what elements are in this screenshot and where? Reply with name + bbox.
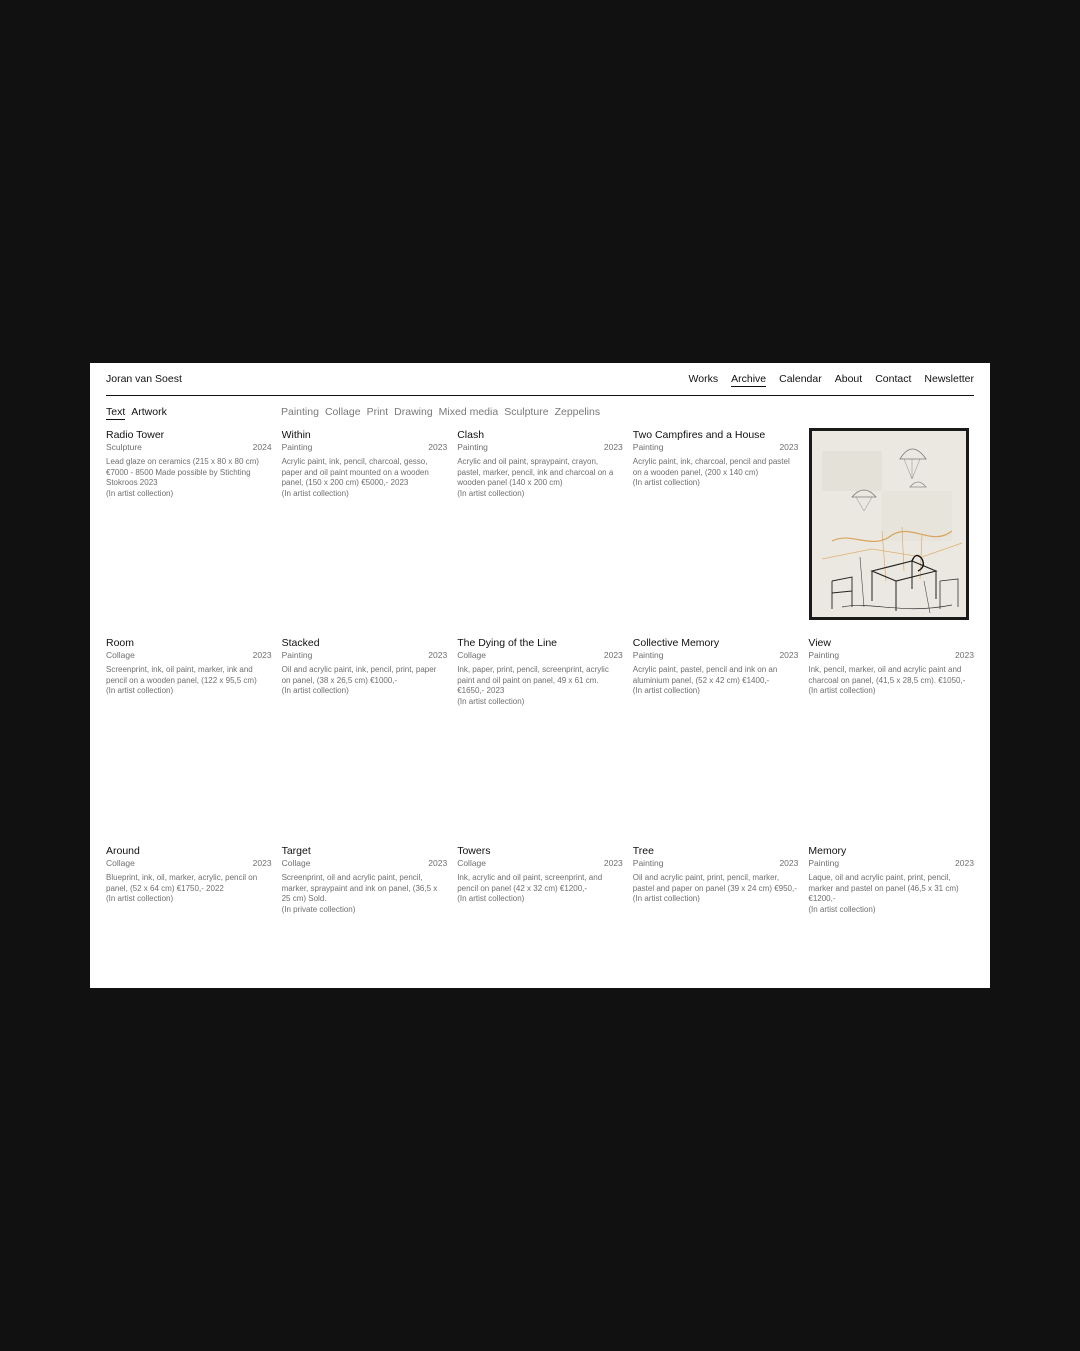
filter-painting[interactable]: Painting xyxy=(281,406,319,418)
nav-contact[interactable]: Contact xyxy=(875,373,912,385)
work-category: Painting xyxy=(457,442,488,452)
filter-collage[interactable]: Collage xyxy=(324,406,361,418)
work-collection: (In artist collection) xyxy=(808,686,876,695)
work-collection: (In artist collection) xyxy=(632,478,700,487)
work-year: 2023 xyxy=(603,442,623,452)
work-title: Tree xyxy=(632,845,654,857)
framed-artwork-image xyxy=(809,428,969,620)
work-collection: (In artist collection) xyxy=(281,686,349,695)
nav-archive[interactable]: Archive xyxy=(731,373,767,385)
artwork-preview[interactable] xyxy=(808,429,974,637)
work-year: 2023 xyxy=(428,858,448,868)
work-description: Screenprint, ink, oil paint, marker, ink and pencil on a wooden panel, (122 x 95,5 cm) xyxy=(106,665,257,685)
work-category: Painting xyxy=(281,442,313,452)
nav-works[interactable]: Works xyxy=(688,373,719,385)
filter-mixed-media[interactable]: Mixed media xyxy=(438,406,499,418)
work-category: Painting xyxy=(808,858,840,868)
work-year: 2023 xyxy=(603,858,623,868)
work-year: 2023 xyxy=(252,858,272,868)
work-title: Collective Memory xyxy=(632,637,720,649)
work-item[interactable] xyxy=(106,845,272,1053)
work-description: Ink, acrylic and oil paint, screenprint, and pencil on panel (42 x 32 cm) €1200,- xyxy=(457,873,603,893)
view-toggle xyxy=(106,406,167,420)
work-year: 2023 xyxy=(428,442,448,452)
work-description: Acrylic and oil paint, spraypaint, crayon, pastel, marker, pencil, ink and charcoal on a wooden panel (140 x 200 cm) xyxy=(457,457,614,487)
work-year: 2023 xyxy=(779,442,799,452)
work-category: Sculpture xyxy=(106,442,142,452)
work-collection: (In artist collection) xyxy=(457,696,525,706)
work-collection: (In artist collection) xyxy=(457,488,525,498)
work-description: Acrylic paint, ink, charcoal, pencil and pastel on a wooden panel, (200 x 140 cm) xyxy=(632,457,790,477)
work-category: Collage xyxy=(281,858,311,868)
work-collection: (In artist collection) xyxy=(632,894,700,903)
work-title: Stacked xyxy=(281,637,320,649)
filter-zeppelins[interactable]: Zeppelins xyxy=(554,406,601,418)
work-category: Painting xyxy=(632,858,664,868)
work-collection: (In artist collection) xyxy=(281,488,349,498)
work-item[interactable] xyxy=(633,637,799,845)
work-category: Collage xyxy=(106,858,135,868)
work-description: Oil and acrylic paint, ink, pencil, print, paper on panel, (38 x 26,5 cm) €1000,- xyxy=(281,665,437,685)
work-category: Collage xyxy=(457,650,487,660)
work-collection: (In artist collection) xyxy=(632,686,700,695)
work-description: Ink, paper, print, pencil, screenprint, acrylic paint and oil paint on panel, 49 x 61 cm. €1650,- 2023 xyxy=(457,665,609,695)
work-item[interactable] xyxy=(282,845,448,1053)
work-collection: (In artist collection) xyxy=(808,904,876,914)
work-category: Collage xyxy=(457,858,487,868)
work-title: Target xyxy=(281,845,311,857)
work-collection: (In artist collection) xyxy=(106,894,174,903)
work-year: 2023 xyxy=(252,650,272,660)
filter-print[interactable]: Print xyxy=(366,406,389,418)
work-title: Memory xyxy=(808,845,847,857)
work-description: Lead glaze on ceramics (215 x 80 x 80 cm) €7000 - 8500 Made possible by Stichting Stokroos 2023 xyxy=(106,457,259,487)
work-title: Around xyxy=(106,845,140,857)
main-nav xyxy=(689,373,974,387)
work-item[interactable] xyxy=(457,845,623,1053)
work-year: 2023 xyxy=(779,650,799,660)
work-year: 2024 xyxy=(252,442,272,452)
toggle-text[interactable]: Text xyxy=(106,406,126,418)
work-collection: (In artist collection) xyxy=(457,894,525,903)
work-title: Radio Tower xyxy=(106,429,165,441)
work-collection: (In artist collection) xyxy=(106,488,174,498)
work-title: The Dying of the Line xyxy=(457,637,557,649)
nav-newsletter[interactable]: Newsletter xyxy=(924,373,974,385)
artwork-drawing xyxy=(812,431,966,617)
category-filters xyxy=(281,406,600,418)
work-item[interactable] xyxy=(106,637,272,845)
work-title: Two Campfires and a House xyxy=(632,429,766,441)
nav-about[interactable]: About xyxy=(834,373,863,385)
work-item[interactable] xyxy=(633,845,799,1053)
work-description: Acrylic paint, ink, pencil, charcoal, gesso, paper and oil paint mounted on a wooden panel, (150 x 200 cm) €5000,- 2023 xyxy=(281,457,429,487)
work-item[interactable] xyxy=(282,429,448,637)
work-description: Laque, oil and acrylic paint, print, pencil, marker and pastel on panel (46,5 x 31 cm) €1200,- xyxy=(808,873,959,903)
work-category: Painting xyxy=(632,650,664,660)
work-item[interactable] xyxy=(633,429,799,637)
work-title: Within xyxy=(281,429,311,441)
filter-drawing[interactable]: Drawing xyxy=(394,406,433,418)
work-collection: (In private collection) xyxy=(281,904,356,914)
work-title: Towers xyxy=(457,845,491,857)
work-title: View xyxy=(808,637,831,649)
work-collection: (In artist collection) xyxy=(106,686,174,695)
work-item[interactable] xyxy=(457,429,623,637)
nav-calendar[interactable]: Calendar xyxy=(779,373,822,385)
header-divider xyxy=(106,395,974,396)
work-item[interactable] xyxy=(457,637,623,845)
work-item[interactable] xyxy=(808,637,974,845)
work-year: 2023 xyxy=(603,650,623,660)
work-category: Painting xyxy=(632,442,664,452)
work-description: Blueprint, ink, oil, marker, acrylic, pencil on panel, (52 x 64 cm) €1750,- 2022 xyxy=(106,873,258,893)
filter-sculpture[interactable]: Sculpture xyxy=(504,406,549,418)
work-item[interactable] xyxy=(808,845,974,1053)
work-category: Painting xyxy=(808,650,840,660)
work-title: Room xyxy=(106,637,135,649)
work-description: Screenprint, oil and acrylic paint, pencil, marker, spraypaint and ink on panel, (36,5 x 25 cm) Sold. xyxy=(281,873,438,903)
work-year: 2023 xyxy=(955,858,974,868)
work-year: 2023 xyxy=(779,858,799,868)
site-name[interactable]: Joran van Soest xyxy=(106,373,182,385)
work-description: Ink, pencil, marker, oil and acrylic paint and charcoal on panel, (41,5 x 28,5 cm). €1050,- xyxy=(808,665,966,685)
archive-page xyxy=(90,363,990,988)
work-item[interactable] xyxy=(282,637,448,845)
works-grid xyxy=(106,429,974,1053)
work-title: Clash xyxy=(457,429,485,441)
work-category: Painting xyxy=(281,650,313,660)
work-year: 2023 xyxy=(428,650,448,660)
work-item[interactable] xyxy=(106,429,272,637)
work-year: 2023 xyxy=(955,650,974,660)
work-description: Oil and acrylic paint, print, pencil, marker, pastel and paper on panel (39 x 24 cm) €950,- xyxy=(632,873,797,893)
work-category: Collage xyxy=(106,650,135,660)
toggle-artwork[interactable]: Artwork xyxy=(131,406,167,418)
work-description: Acrylic paint, pastel, pencil and ink on an aluminium panel, (52 x 42 cm) €1400,- xyxy=(632,665,778,685)
